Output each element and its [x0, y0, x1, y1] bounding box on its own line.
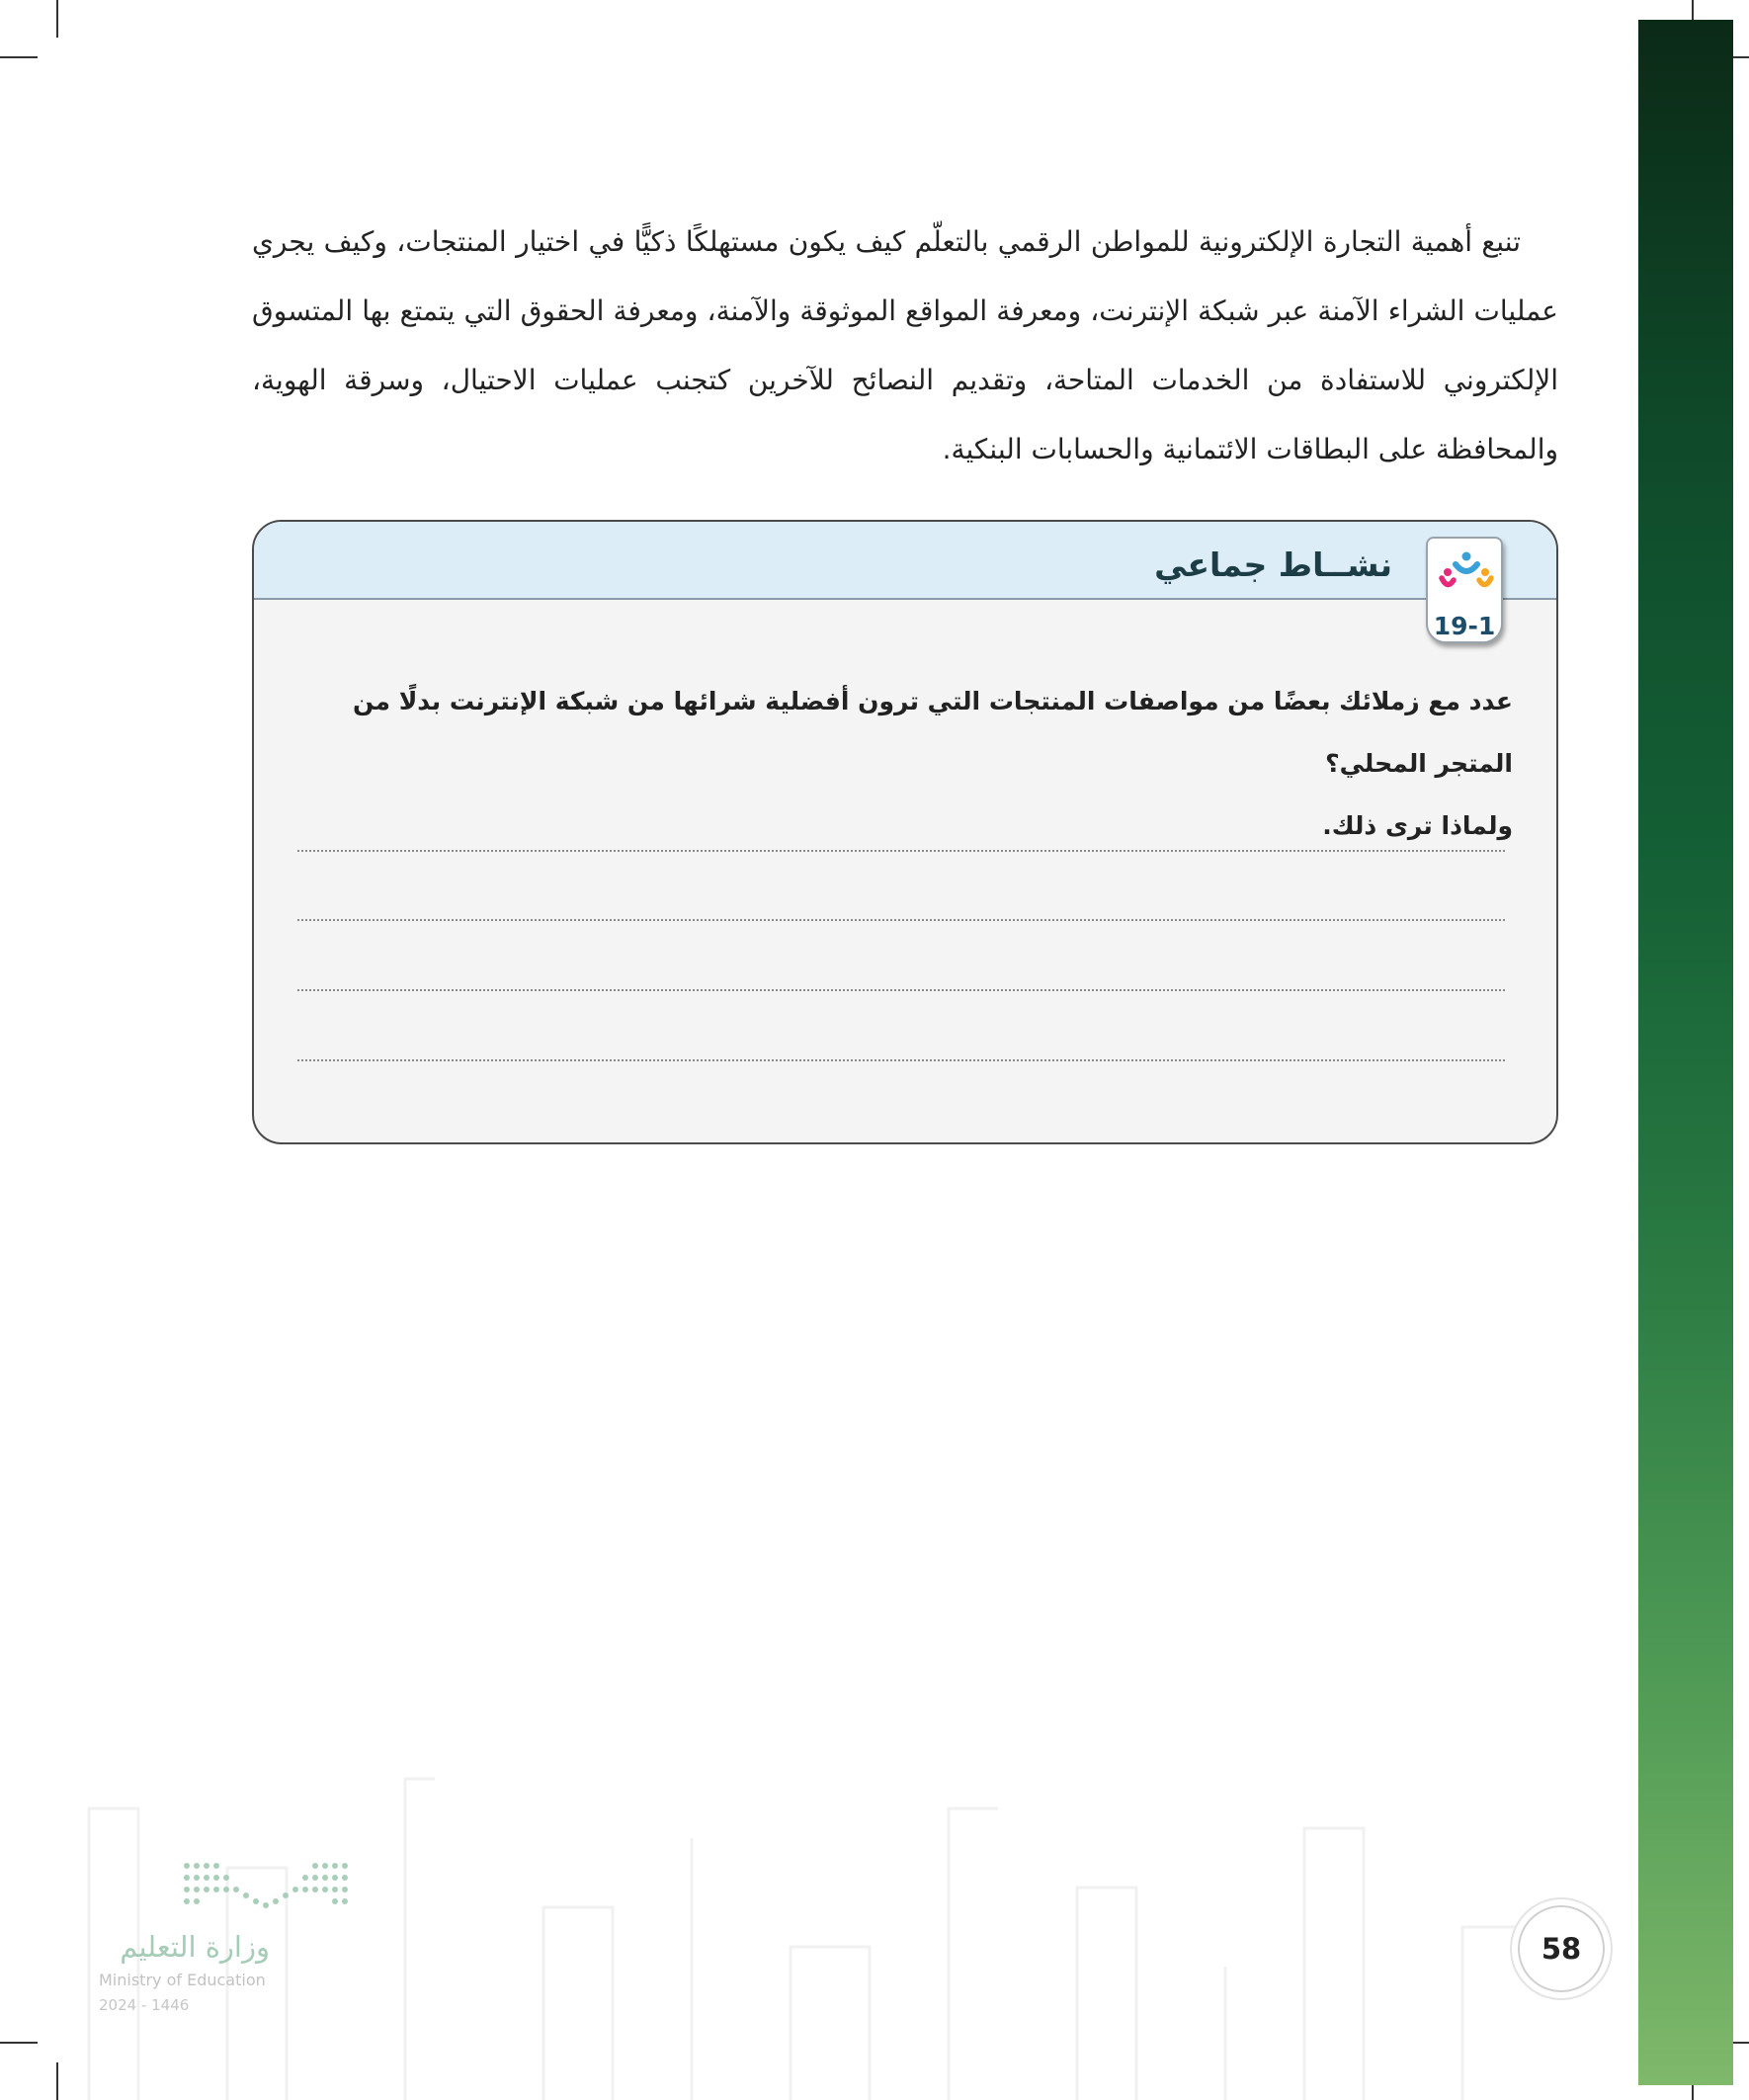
crop-mark: [0, 2042, 38, 2044]
ministry-dots-icon: [181, 1858, 359, 1927]
activity-title: نشــاط جماعي: [1154, 546, 1392, 584]
ministry-logo: [97, 1858, 364, 2016]
intro-paragraph: [252, 208, 1558, 484]
answer-line[interactable]: [297, 989, 1505, 991]
answer-line[interactable]: [297, 919, 1505, 921]
page-number: 58: [1518, 1905, 1605, 1992]
activity-question: [307, 670, 1513, 857]
intro-text: تنبع أهمية التجارة الإلكترونية للمواطن الرقمي بالتعلّم كيف يكون مستهلكًا ذكيًّا في اختيار المنتجات، وكيف يجري عمليات الشراء الآمنة عبر شبكة الإنترنت، ومعرفة المواقع الموثوقة والآمنة، ومعرفة الحقوق التي يتمتع بها المتسوق الإلكتروني للاستفادة من الخدمات المتاحة، وتقديم النصائح للآخرين كتجنب عمليات الاحتيال، وسرقة الهوية، والمحافظة على البطاقات الائتمانية والحسابات البنكية.: [252, 225, 1558, 465]
crop-mark: [0, 56, 38, 58]
question-line-2: ولماذا ترى ذلك.: [1322, 811, 1513, 840]
activity-number: 19-1: [1433, 612, 1496, 640]
ministry-name-ar: وزارة التعليم: [120, 1930, 270, 1964]
question-line-1: عدد مع زملائك بعضًا من مواصفات المنتجات التي ترون أفضلية شرائها من شبكة الإنترنت بدلًا من المتجر المحلي؟: [353, 687, 1513, 778]
ministry-name-en: Ministry of Education: [99, 1971, 266, 1989]
answer-line[interactable]: [297, 1059, 1505, 1061]
activity-badge: [1426, 537, 1503, 643]
activity-box: [252, 520, 1558, 1144]
crop-mark: [56, 2062, 58, 2100]
ministry-year: 2024 - 1446: [99, 1996, 190, 2014]
answer-line[interactable]: [297, 850, 1505, 852]
group-people-icon: [1438, 550, 1495, 606]
side-color-bar: [1638, 20, 1733, 2085]
activity-header: [254, 522, 1556, 600]
crop-mark: [56, 0, 58, 38]
